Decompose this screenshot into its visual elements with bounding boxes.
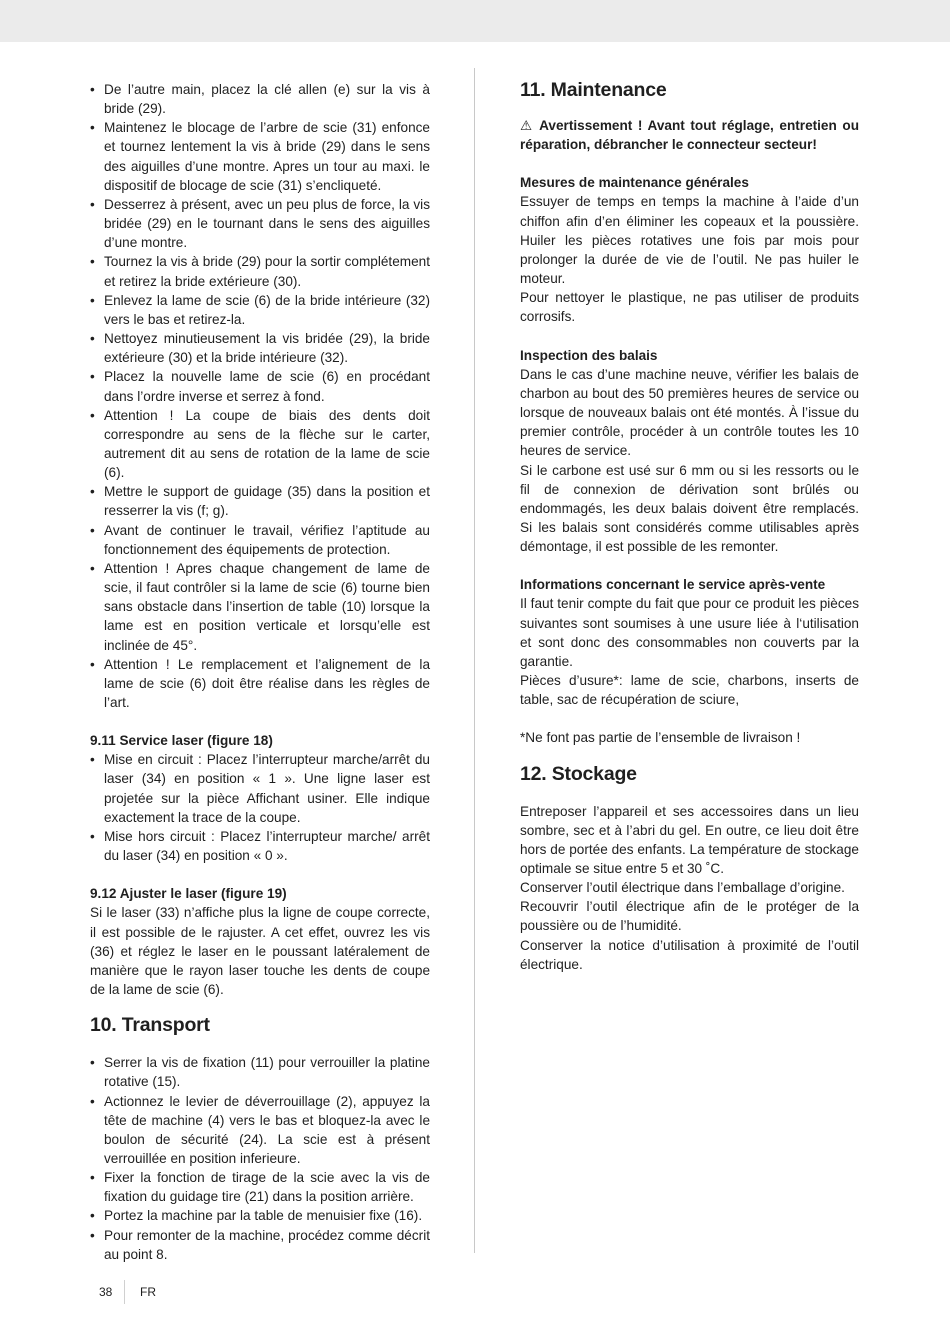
section-9-12-heading: 9.12 Ajuster le laser (figure 19) xyxy=(90,886,287,902)
list-item: • Attention ! Apres chaque changement de lame de scie, il faut contrôler si la lame de scie (6) tourne bien sans obstacle dans l’insertion de table (10) lorsque la lame est en position verticale et lorsqu’elle est inclinée de 45°. xyxy=(90,559,430,655)
list-item: • Placez la nouvelle lame de scie (6) en procédant dans l’ordre inverse et serrez à fond. xyxy=(90,367,430,405)
general-maintenance-heading: Mesures de maintenance générales xyxy=(520,175,749,191)
section-11-heading: 11. Maintenance xyxy=(520,79,667,101)
page-footer xyxy=(99,1284,156,1300)
after-sales-heading: Informations concernant le service après-vente xyxy=(520,577,826,593)
list-item: • Mise hors circuit : Placez l’interrupteur marche/ arrêt du laser (34) en position « 0 ». xyxy=(90,827,430,865)
storage-text: Entreposer l’appareil et ses accessoires dans un lieu sombre, sec et à l’abri du gel. En outre, ce lieu doit être hors de portée des enfants. La température de stockage optimale se situe entre 5 et 30 ˚C. xyxy=(520,803,859,876)
page-number: 38 xyxy=(99,1285,113,1299)
footer-divider xyxy=(124,1280,125,1304)
warning-icon: ⚠ xyxy=(520,118,535,133)
list-item: • De l’autre main, placez la clé allen (e) sur la vis à bride (29). xyxy=(90,80,430,118)
column-divider xyxy=(474,68,475,1253)
blade-change-steps xyxy=(90,80,430,712)
language-code: FR xyxy=(140,1285,156,1299)
list-item: • Fixer la fonction de tirage de la scie avec la vis de fixation du guidage tire (21) dans la position arrière. xyxy=(90,1168,430,1206)
storage-cover-text: Recouvrir l’outil électrique afin de le protéger de la poussière ou de l’humidité. xyxy=(520,899,859,934)
laser-adjust-text: Si le laser (33) n’affiche plus la ligne de coupe correcte, il est possible de le rajuster. A cet effet, ouvrez les vis (36) et réglez le laser en le poussant latéralement de manière que le rayon laser touche les dents de coupe de la lame de scie (6). xyxy=(90,905,430,998)
top-bar xyxy=(0,0,950,42)
right-column xyxy=(520,80,859,974)
list-item: • Mettre le support de guidage (35) dans la position et resserrer la vis (f; g). xyxy=(90,482,430,520)
plastic-cleaning-text: Pour nettoyer le plastique, ne pas utiliser de produits corrosifs. xyxy=(520,290,859,325)
warning-text xyxy=(520,116,859,154)
storage-manual-text: Conserver la notice d’utilisation à proximité de l’outil électrique. xyxy=(520,937,859,972)
list-item: • Attention ! La coupe de biais des dents doit correspondre au sens de la flèche sur le carter, autrement dit au sens de rotation de la lame de scie (6). xyxy=(90,406,430,483)
left-column xyxy=(90,80,430,1264)
list-item: • Maintenez le blocage de l’arbre de scie (31) enfonce et tournez lentement la vis à bride (29) dans le sens des aiguilles d’une montre. Apres un tour au maxi. le dispositif de blocage de scie (31) s’encliqueté. xyxy=(90,118,430,195)
wear-parts-text: Pièces d’usure*: lame de scie, charbons, inserts de table, sac de récupération de sciure, xyxy=(520,673,859,708)
transport-steps xyxy=(90,1053,430,1264)
general-maintenance-text: Essuyer de temps en temps la machine à l’aide d’un chiffon afin d’en éliminer les copeaux et la poussière. Huiler les pièces rotatives une fois par mois pour prolonger la durée de vie de l’outil. Ne pas huiler le moteur. xyxy=(520,194,859,287)
list-item: • Serrer la vis de fixation (11) pour verrouiller la platine rotative (15). xyxy=(90,1053,430,1091)
brush-inspection-heading: Inspection des balais xyxy=(520,347,658,363)
section-10-heading: 10. Transport xyxy=(90,1014,210,1037)
list-item: • Pour remonter de la machine, procédez comme décrit au point 8. xyxy=(90,1226,430,1264)
after-sales-text: Il faut tenir compte du fait que pour ce produit les pièces suivantes sont soumises à une usure liée à l‘utilisation et sont donc des consommables non couverts par la garantie. xyxy=(520,596,859,669)
brush-inspection-text: Dans le cas d’une machine neuve, vérifier les balais de charbon au bout des 50 premières heures de service ou lorsque de nouveaux balais ont été montés. À l’issue du premier contrôle, procéder à un contrôle toutes les 10 heures de service. xyxy=(520,366,859,459)
list-item: • Tournez la vis à bride (29) pour la sortir complétement et retirez la bride extérieure (30). xyxy=(90,252,430,290)
list-item: • Enlevez la lame de scie (6) de la bride intérieure (32) vers le bas et retirez-la. xyxy=(90,291,430,329)
laser-service-steps xyxy=(90,750,430,865)
warning-message: Avertissement ! Avant tout réglage, entretien ou réparation, débrancher le connecteur secteur! xyxy=(520,118,859,153)
list-item: • Attention ! Le remplacement et l’alignement de la lame de scie (6) doit être réalise dans les règles de l’art. xyxy=(90,655,430,712)
list-item: • Nettoyez minutieusement la vis bridée (29), la bride extérieure (30) et la bride intérieure (32). xyxy=(90,329,430,367)
brush-replacement-text: Si le carbone est usé sur 6 mm ou si les ressorts ou le fil de connexion de dérivation sont brûlés ou endommagés, les deux balais doivent être remplacés. Si les balais sont considérés comme utilisables après démontage, il est possible de les remonter. xyxy=(520,462,859,555)
delivery-note: *Ne font pas partie de l’ensemble de livraison ! xyxy=(520,730,801,746)
section-9-11-heading: 9.11 Service laser (figure 18) xyxy=(90,733,273,749)
section-12-heading: 12. Stockage xyxy=(520,762,637,785)
list-item: • Avant de continuer le travail, vérifiez l’aptitude au fonctionnement des équipements de protection. xyxy=(90,521,430,559)
list-item: • Mise en circuit : Placez l’interrupteur marche/arrêt du laser (34) en position « 1 ». Une ligne laser est projetée sur la pièce Affichant usiner. Elle indique exactement la trace de la coupe. xyxy=(90,750,430,827)
list-item: • Actionnez le levier de déverrouillage (2), appuyez la tête de machine (4) vers le bas et bloquez-la avec le boulon de sécurité (24). La scie est à présent verrouillée en position inferieure. xyxy=(90,1092,430,1169)
storage-packaging-text: Conserver l’outil électrique dans l’emballage d’origine. xyxy=(520,880,845,896)
list-item: • Desserrez à présent, avec un peu plus de force, la vis bridée (29) en le tournant dans le sens des aiguilles d’une montre. xyxy=(90,195,430,252)
list-item: • Portez la machine par la table de menuisier fixe (16). xyxy=(90,1206,430,1225)
